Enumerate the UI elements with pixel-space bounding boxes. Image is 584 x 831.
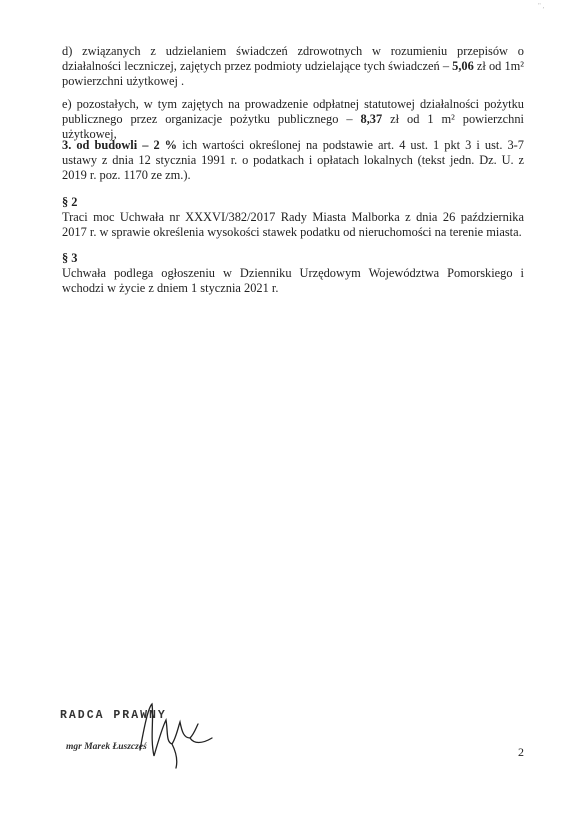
item-e-text: e) pozostałych, w tym zajętych na prowadzenie odpłatnej statutowej działalności pożytku publicznego przez organizacje pożytku publicznego – [62,97,524,127]
item-e-rate: 8,37 [360,112,383,127]
legal-advisor-stamp [60,698,220,770]
item-d-text: d) związanych z udzielaniem świadczeń zdrowotnych w rozumieniu przepisów o działalności leczniczej, zajętych przez podmioty udzielające tych świadczeń – [62,44,524,74]
page-number: 2 [518,745,524,759]
item-d-suffix: zł od 1m² powierzchni użytkowej . [62,59,524,89]
item-3-paragraph [62,138,524,184]
section-3-text: Uchwała podlega ogłoszeniu w Dzienniku Urzędowym Województwa Pomorskiego i wchodzi w życie z dniem 1 stycznia 2021 r. [62,266,524,296]
item-3-heading: 3. od budowli – 2 % [62,138,178,152]
section-2-text: Traci moc Uchwała nr XXXVI/382/2017 Rady Miasta Malborka z dnia 26 października 2017 r. w sprawie określenia wysokości stawek podatku od nieruchomości na terenie miasta. [62,210,524,240]
item-3-text: ich wartości określonej na podstawie art. 4 ust. 1 pkt 3 i ust. 3-7 ustawy z dnia 12 stycznia 1991 r. o podatkach i opłatach lokalnych (tekst jedn. Dz. U. z 2019 r. poz. 1170 ze zm.). [62,138,524,183]
corner-mark: " , [538,2,545,10]
item-e-paragraph [62,97,524,143]
stamp-title: RADCA PRAWNY [60,709,167,722]
item-d-rate: 5,06 [452,59,474,74]
item-e-suffix: zł od 1 m² powierzchni użytkowej, [62,112,524,142]
handwritten-signature [132,698,222,770]
item-d-paragraph [62,44,524,90]
section-3-heading: § 3 [62,251,78,265]
stamp-name: mgr Marek Łuszcześ [66,742,147,752]
section-2-heading: § 2 [62,195,78,209]
